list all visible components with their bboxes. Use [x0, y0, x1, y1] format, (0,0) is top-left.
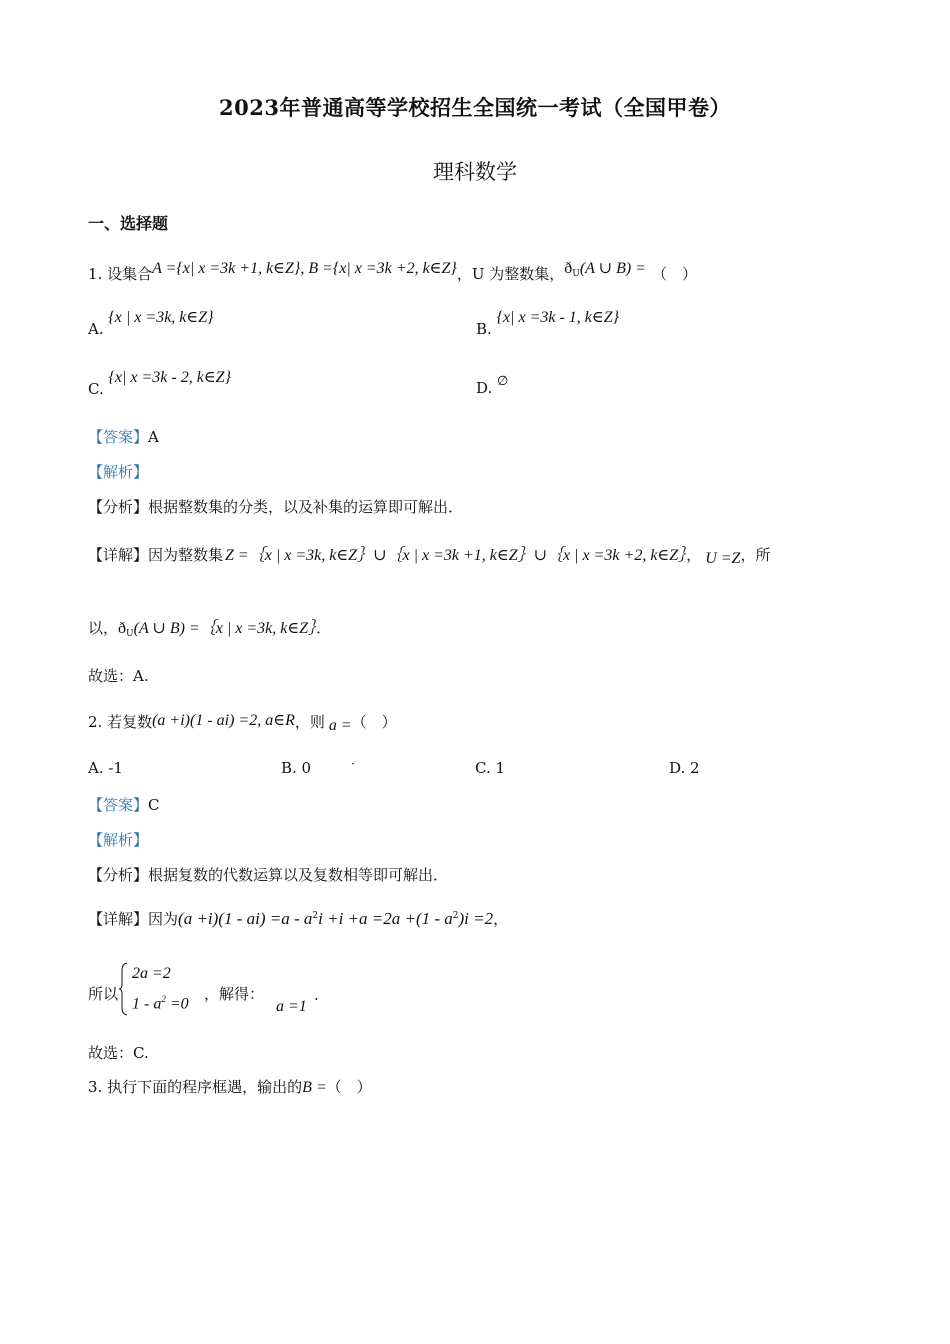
- q1-detail-pre: 因为整数集: [148, 546, 224, 564]
- q1-option-c-label: C.: [88, 380, 104, 398]
- q2-detail-math-b: i +i +a =2a +(1 - a: [318, 909, 453, 928]
- q2-option-d: D. 2: [669, 759, 700, 777]
- q2-fenxi: [88, 864, 448, 885]
- q1-line2-pre: 以，: [88, 619, 119, 637]
- section-heading: 一、选择题: [88, 214, 169, 233]
- q2-sys-result: a =1: [276, 998, 307, 1015]
- q1-line2-sub: U: [126, 629, 134, 639]
- q2-detail-end: ，: [493, 910, 509, 928]
- q2-sys-pre: 所以: [88, 985, 119, 1003]
- q3-paren: （ ）: [326, 1078, 372, 1096]
- q2-answer: [88, 794, 160, 815]
- q1-detail-comma: ，: [686, 546, 702, 564]
- q1-mid: ，U 为整数集，: [456, 265, 565, 283]
- q2-detail: [88, 908, 508, 929]
- q1-answer: [88, 426, 159, 447]
- q2-sys-end: .: [314, 986, 319, 1004]
- q2-sys-brace: [118, 962, 128, 1020]
- q2-fenxi-text: 根据复数的代数运算以及复数相等即可解出．: [148, 866, 449, 884]
- q1-complement-sub: U: [572, 269, 580, 279]
- q2-detail-math-a: (a +i)(1 - ai) =a - a: [178, 909, 313, 928]
- q2-detail-sup1: 2: [312, 911, 319, 921]
- q2-mid: ，则: [294, 713, 325, 731]
- q1-fenxi-text: 根据整数集的分类，以及补集的运算即可解出．: [148, 498, 464, 516]
- q2-detail-sup2: 2: [452, 911, 459, 921]
- q1-sets: A ={x| x =3k +1, k∈Z}, B ={x| x =3k +2, k∈Z}: [152, 260, 457, 277]
- q2-answer-tag: 【答案】: [88, 796, 149, 814]
- q1-option-a-math: {x | x =3k, k∈Z}: [108, 309, 214, 326]
- q2-stem: [88, 711, 397, 732]
- q1-answer-tag: 【答案】: [88, 428, 149, 446]
- q1-option-a-label: A.: [88, 320, 104, 338]
- q1-option-b-math: {x| x =3k - 1, k∈Z}: [496, 309, 620, 326]
- q1-prefix: 1. 设集合: [88, 265, 153, 283]
- q1-answer-value: A: [148, 428, 159, 446]
- q2-sys-line2a: 1 - a: [132, 995, 162, 1013]
- q1-choose: 故选：A.: [88, 667, 149, 685]
- q1-option-a: [88, 309, 214, 339]
- q1-line2-math: (A ∪ B) =｛x | x =3k, k∈Z｝: [133, 620, 317, 637]
- q3-var: B =: [302, 1079, 327, 1096]
- q1-option-c: [88, 369, 231, 399]
- q1-fenxi: [88, 496, 463, 517]
- q1-line2-symbol: ð: [118, 620, 127, 637]
- q1-option-b: [476, 309, 620, 339]
- q2-option-b: B. 0: [281, 759, 312, 777]
- q1-detail-tag: 【详解】: [88, 546, 149, 564]
- q1-detail-end: ，所: [740, 546, 771, 564]
- q2-option-a: A. -1: [88, 759, 123, 777]
- q1-option-d-math: ∅: [497, 373, 509, 388]
- q1-option-b-label: B.: [476, 320, 492, 338]
- q1-fenxi-tag: 【分析】: [88, 498, 149, 516]
- q3-stem: [88, 1076, 372, 1097]
- exam-subtitle: 理科数学: [433, 160, 517, 184]
- q1-detail: [88, 542, 770, 565]
- q1-detail-line2: [88, 615, 331, 639]
- q2-sys-line2b: =0: [165, 995, 189, 1013]
- q2-fenxi-tag: 【分析】: [88, 866, 149, 884]
- exam-title: 2023年普通高等学校招生全国统一考试（全国甲卷）: [219, 95, 731, 120]
- q2-dot: ·: [351, 757, 355, 771]
- q1-analysis-tag: 【解析】: [88, 463, 149, 481]
- q2-paren: （ ）: [351, 713, 397, 731]
- q2-sys-line2: [132, 994, 189, 1013]
- q2-var: a =: [328, 717, 352, 734]
- q2-sys-line1: 2a =2: [132, 965, 171, 982]
- q2-answer-value: C: [148, 796, 160, 814]
- q1-option-d-label: D.: [476, 379, 493, 397]
- q1-stem: [88, 260, 697, 285]
- q2-detail-math-c: )i =2: [458, 909, 494, 928]
- q2-option-c: C. 1: [475, 759, 506, 777]
- q1-expr: (A ∪ B) =: [579, 260, 646, 277]
- q2-sys-sup: 2: [161, 994, 166, 1004]
- q1-line2-end: ．: [316, 619, 332, 637]
- q2-sys-mid: ，解得：: [204, 985, 265, 1003]
- q2-prefix: 2. 若复数: [88, 713, 153, 731]
- q3-prefix: 3. 执行下面的程序框遇，输出的: [88, 1078, 303, 1096]
- q2-detail-tag: 【详解】: [88, 910, 149, 928]
- q1-paren: （ ）: [651, 265, 697, 283]
- q2-choose: 故选：C.: [88, 1044, 149, 1062]
- q1-detail-math: Z =｛x | x =3k, k∈Z｝∪｛x | x =3k +1, k∈Z｝∪｛x | x =3k +2, k∈Z｝: [225, 547, 687, 564]
- q1-option-c-math: {x| x =3k - 2, k∈Z}: [108, 369, 231, 386]
- q1-detail-u: U =Z: [705, 550, 741, 567]
- q2-analysis-tag: 【解析】: [88, 831, 149, 849]
- q1-complement-symbol: ð: [564, 260, 573, 277]
- q2-math: (a +i)(1 - ai) =2, a∈R: [152, 712, 295, 729]
- q1-option-d: [476, 373, 509, 397]
- q2-detail-pre: 因为: [148, 910, 179, 928]
- left-brace-icon: [118, 962, 128, 1016]
